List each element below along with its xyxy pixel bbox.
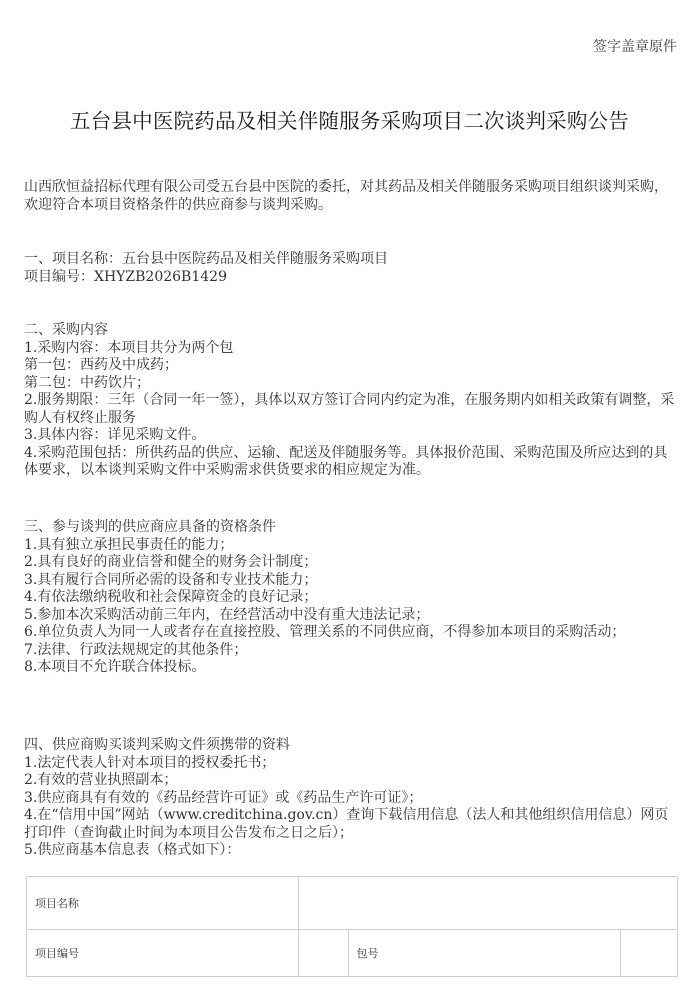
section2-heading: 二、采购内容 xyxy=(24,322,108,338)
section4-heading: 四、供应商购买谈判采购文件须携带的资料 xyxy=(24,737,290,753)
section3-item: 6.单位负责人为同一人或者存在直接控股、管理关系的不同供应商，不得参加本项目的采购活动； xyxy=(24,624,626,640)
section2-item: 3.具体内容：详见采购文件。 xyxy=(24,427,206,443)
table-value-project-name xyxy=(298,877,677,930)
table-label-project-name: 项目名称 xyxy=(27,877,299,930)
section1-heading: 一、项目名称：五台县中医院药品及相关伴随服务采购项目 xyxy=(24,251,388,267)
section2-item: 4.采购范围包括：所供药品的供应、运输、配送及伴随服务等。具体报价范围、采购范围及所应达到的具体要求，以本谈判采购文件中采购需求供货要求的相应规定为准。 xyxy=(24,444,668,478)
section2-item: 第二包：中药饮片； xyxy=(24,374,150,391)
section4-item: 5.供应商基本信息表（格式如下）： xyxy=(24,842,241,858)
stamp-note: 签字盖章原件 xyxy=(593,39,677,55)
table-row xyxy=(27,877,678,930)
table-row xyxy=(27,930,678,977)
section2-item: 2.服务期限：三年（合同一年一签），具体以双方签订合同内约定为准，在服务期内如相关政策有调整，采购人有权终止服务 xyxy=(24,392,675,426)
section3-item: 7.法律、行政法规规定的其他条件； xyxy=(24,641,248,658)
table-label-project-number: 项目编号 xyxy=(27,930,299,977)
section4-item: 2.有效的营业执照副本； xyxy=(24,772,178,788)
section3-item: 1.具有独立承担民事责任的能力； xyxy=(24,536,234,553)
table-label-package-number: 包号 xyxy=(348,930,621,977)
section-qualifications xyxy=(24,519,676,677)
section4-item: 4.在“信用中国”网站（www.creditchina.gov.cn）查询下载信用信息（法人和其他组织信用信息）网页打印件（查询截止时间为本项目公告发布之日之后）； xyxy=(24,807,669,841)
section3-item: 2.具有良好的商业信誉和健全的财务会计制度； xyxy=(24,554,318,570)
section3-item: 4.有依法缴纳税收和社会保障资金的良好记录； xyxy=(24,589,318,605)
intro-paragraph: 山西欣恒益招标代理有限公司受五台县中医院的委托，对其药品及相关伴随服务采购项目组织谈判采购，欢迎符合本项目资格条件的供应商参与谈判采购。 xyxy=(24,179,668,213)
section2-item: 第一包：西药及中成药； xyxy=(24,357,178,373)
section3-item: 3.具有履行合同所必需的设备和专业技术能力； xyxy=(24,571,318,588)
table-value-package-number xyxy=(621,930,678,977)
project-number: 项目编号：XHYZB2026B1429 xyxy=(24,268,227,285)
section-required-documents xyxy=(24,737,676,860)
section4-item: 3.供应商具有有效的《药品经营许可证》或《药品生产许可证》； xyxy=(24,789,423,806)
section-project-name xyxy=(24,251,676,286)
section-procurement-content xyxy=(24,322,676,480)
section3-item: 5.参加本次采购活动前三年内，在经营活动中没有重大违法记录； xyxy=(24,606,430,623)
supplier-info-table xyxy=(26,876,678,977)
section2-item: 1.采购内容：本项目共分为两个包 xyxy=(24,339,234,356)
section4-item: 1.法定代表人针对本项目的授权委托书； xyxy=(24,754,276,771)
page-title: 五台县中医院药品及相关伴随服务采购项目二次谈判采购公告 xyxy=(70,109,629,133)
table-value-project-number xyxy=(298,930,348,977)
section3-item: 8.本项目不允许联合体投标。 xyxy=(24,659,206,675)
section3-heading: 三、参与谈判的供应商应具备的资格条件 xyxy=(24,519,276,535)
